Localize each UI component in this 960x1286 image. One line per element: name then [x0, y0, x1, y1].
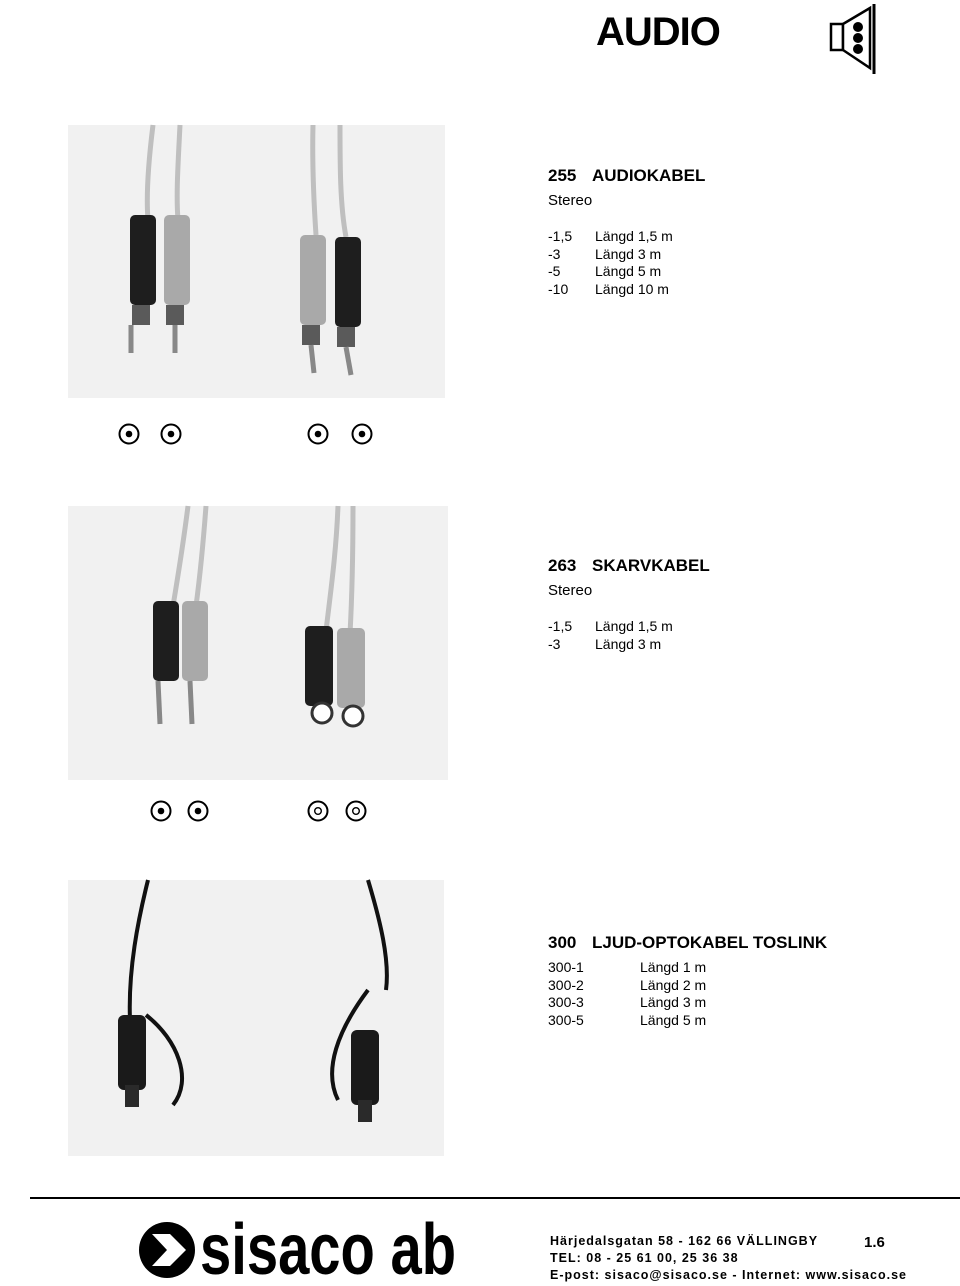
company-logo — [136, 1212, 460, 1284]
variant-code: -10 — [548, 280, 569, 297]
variant-desc: Längd 1,5 m — [595, 618, 673, 634]
product-name: LJUD-OPTOKABEL TOSLINK — [592, 933, 828, 952]
variant-desc: Längd 3 m — [640, 994, 707, 1010]
list-item — [548, 977, 706, 995]
list-item — [548, 994, 706, 1012]
product-subtitle: Stereo — [548, 192, 593, 209]
male-connector-icon — [160, 423, 182, 445]
female-connector-icon — [307, 800, 329, 822]
variant-desc: Längd 5 m — [595, 263, 662, 279]
footer-phone: TEL: 08 - 25 61 00, 25 36 38 — [550, 1251, 739, 1265]
variant-list — [548, 228, 673, 298]
list-item — [548, 959, 706, 977]
male-connector-icon — [187, 800, 209, 822]
variant-desc: Längd 1 m — [640, 959, 707, 975]
variant-desc: Längd 10 m — [595, 280, 669, 297]
footer-contact: E-post: sisaco@sisaco.se - Internet: www.sisaco.se — [550, 1268, 907, 1282]
list-item — [548, 246, 673, 264]
variant-desc: Längd 2 m — [640, 976, 707, 993]
female-connector-icon — [345, 800, 367, 822]
page-number: 1.6 — [864, 1234, 885, 1251]
variant-desc: Längd 1,5 m — [595, 228, 673, 244]
variant-desc: Längd 3 m — [595, 635, 662, 652]
product-name: AUDIOKABEL — [592, 166, 706, 185]
audiokabel-photo — [68, 125, 445, 398]
page-title: AUDIO — [596, 10, 720, 54]
footer-address: Härjedalsgatan 58 - 162 66 VÄLLINGBY — [550, 1234, 819, 1248]
product-number: 255 — [548, 166, 577, 185]
variant-list — [548, 959, 706, 1029]
list-item — [548, 1012, 706, 1030]
speaker-icon — [828, 2, 880, 74]
variant-desc: Längd 3 m — [595, 245, 662, 262]
variant-code: -1,5 — [548, 618, 573, 634]
product-number: 300 — [548, 933, 577, 952]
list-item — [548, 636, 673, 654]
male-connector-icon — [150, 800, 172, 822]
list-item — [548, 263, 673, 281]
variant-code: -1,5 — [548, 228, 573, 244]
list-item — [548, 618, 673, 636]
male-connector-icon — [118, 423, 140, 445]
skarvkabel-photo — [68, 506, 448, 780]
male-connector-icon — [351, 423, 373, 445]
variant-desc: Längd 5 m — [640, 1011, 707, 1028]
footer-divider — [30, 1197, 960, 1199]
product-name: SKARVKABEL — [592, 556, 710, 575]
product-number: 263 — [548, 556, 577, 575]
variant-code: 300-2 — [548, 976, 584, 993]
product-heading — [548, 556, 710, 576]
variant-code: 300-1 — [548, 959, 584, 975]
toslink-photo — [68, 880, 444, 1156]
variant-list — [548, 618, 673, 653]
product-heading — [548, 166, 705, 186]
product-subtitle: Stereo — [548, 582, 593, 599]
logo-text: sisaco ab — [200, 1210, 456, 1286]
product-heading — [548, 933, 827, 953]
list-item — [548, 281, 673, 299]
variant-code: 300-5 — [548, 1011, 584, 1028]
variant-code: 300-3 — [548, 994, 584, 1010]
variant-code: -3 — [548, 635, 561, 652]
list-item — [548, 228, 673, 246]
male-connector-icon — [307, 423, 329, 445]
variant-code: -5 — [548, 263, 561, 279]
variant-code: -3 — [548, 245, 561, 262]
